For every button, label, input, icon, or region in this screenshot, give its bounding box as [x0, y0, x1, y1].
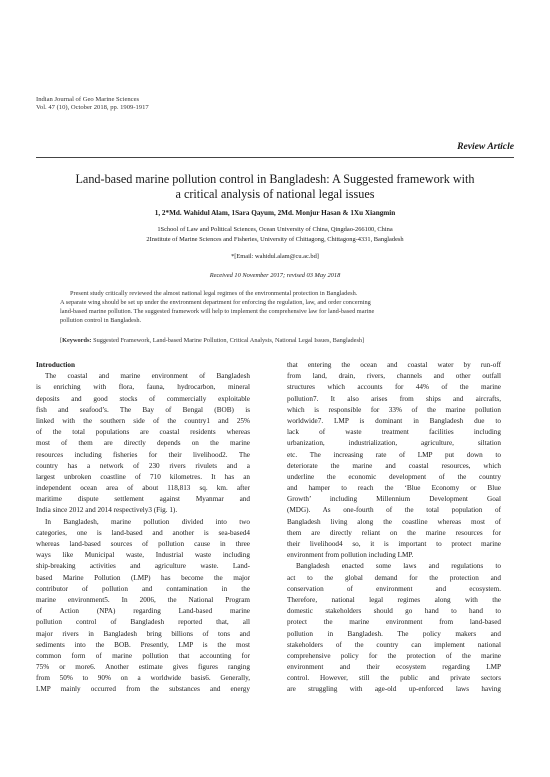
body-line: protect the marine environment from land-based	[287, 618, 501, 627]
body-line: based Marine Pollution (LMP) has become the major	[36, 573, 250, 582]
body-line: ship-breaking activities and agriculture waste. Land-	[36, 562, 250, 571]
body-line: fish and seafood’s. The Bay of Bengal (BOB) is	[36, 405, 250, 414]
body-line: stakeholders of the country can implement national	[287, 640, 501, 649]
body-line: The coastal and marine environment of Bangladesh	[45, 372, 250, 381]
abstract-line: Present study critically reviewed the almost national legal regimes of the environmental protection in Bangladesh.	[70, 290, 358, 297]
body-line: deteriorate the marine and coastal resources, which	[287, 461, 501, 470]
body-line: LMP mainly occurred from the substances and energy	[36, 685, 250, 694]
body-line: is enriching with flora, fauna, hydrocarbon, mineral	[36, 383, 250, 392]
body-line: largest unbroken coastline of 710 kilometres. It has an	[36, 472, 250, 481]
abstract	[60, 290, 490, 326]
body-line: which is responsible for 33% of the marine pollution	[287, 405, 501, 414]
body-line: them are directly reliant on the marine resources for	[287, 528, 501, 537]
body-line: comprehensive policy for the protection of the marine	[287, 651, 501, 660]
body-line: control. However, still the public and private sectors	[287, 674, 501, 683]
body-line: maritime dispute settlement against Myanmar and	[36, 495, 250, 504]
journal-volume: Vol. 47 (10), October 2018, pp. 1909-1917	[36, 104, 149, 112]
body-line: contributor of pollution and contamination in the	[36, 584, 250, 593]
body-line: major rivers in Bangladesh bring billions of tons and	[36, 629, 250, 638]
body-line: Growth’ including Millennium Development Goal	[287, 495, 501, 504]
body-line: common form of marine pollution that accounting for	[36, 651, 250, 660]
body-line: pollution control of Bangladesh reported that, all	[36, 618, 250, 627]
body-line: marine environment5. In 2006, the National Program	[36, 595, 250, 604]
body-line: from land, drain, rivers, channels and other outfall	[287, 372, 501, 381]
body-line: 75% or more6. Another estimate gives figures ranging	[36, 663, 250, 672]
body-line: resources including fisheries for their livelihood2. The	[36, 450, 250, 459]
affiliations	[36, 225, 514, 245]
abstract-line: land-based marine pollution. The suggested framework will help to implement the comprehensive law for land-based marine	[60, 307, 375, 315]
body-line: Bangladesh enacted some laws and regulations to	[296, 562, 501, 571]
body-line: act to the global demand for the protection and	[287, 573, 501, 582]
body-line: conservation of environment and ecosystem.	[287, 584, 501, 593]
section-heading-introduction: Introduction	[36, 361, 76, 369]
author-list: 1, 2*Md. Wahidul Alam, 1Sara Qayum, 2Md. Monjur Hasan & 1Xu Xiangmin	[154, 209, 396, 217]
journal-name: Indian Journal of Geo Marine Sciences	[36, 96, 140, 103]
abstract-line: pollution control in Bangladesh.	[60, 316, 142, 324]
body-line: pollution in Bangladesh. The policy makers and	[287, 629, 501, 638]
body-line: pollution7. It also arises from ships and aircrafts,	[287, 394, 501, 403]
body-line: ways like Municipal waste, Industrial waste including	[36, 551, 250, 560]
keywords-text: Suggested Framework, Land-based Marine Pollution, Critical Analysis, National Legal Issues, Bangladesh]	[91, 337, 365, 344]
corresponding-email: *[Email: wahidul.alam@cu.ac.bd]	[231, 253, 319, 260]
journal-header	[36, 96, 149, 113]
body-line: Therefore, national legal regimes along with the	[287, 595, 501, 604]
affiliation: 2Institute of Marine Sciences and Fisheries, University of Chittagong, Chittagong-4331, Bangladesh	[146, 236, 404, 243]
body-line: from 50% to 90% on a worldwide basis6. Generally,	[36, 674, 250, 683]
body-line: of the total populations are coastal residents whereas	[36, 428, 250, 437]
body-line: In Bangladesh, marine pollution divided into two	[45, 517, 250, 526]
abstract-line: A separate wing should be set up under the environment department for enforcing the regulation, law, and order concerning	[60, 298, 371, 306]
body-line: of Action (NPA) regarding Land-based marine	[36, 607, 250, 616]
received-dates: Received 10 November 2017; revised 03 May 2018	[209, 272, 341, 279]
title-line: a critical analysis of national legal issues	[175, 187, 375, 201]
right-column	[287, 360, 501, 696]
keywords	[60, 337, 490, 346]
title-line: Land-based marine pollution control in Bangladesh: A Suggested framework with	[75, 172, 475, 186]
body-line: environment from pollution including LMP.	[287, 551, 414, 560]
body-line: environment and their ecosystem regarding LMP	[287, 663, 501, 672]
body-line: most of them are directly depends on the marine	[36, 439, 250, 448]
affiliation: 1School of Law and Political Sciences, Ocean University of China, Qingdao-266100, China	[157, 226, 393, 233]
keywords-label: Keywords:	[62, 337, 92, 344]
header-rule	[36, 157, 514, 158]
body-line: categories, one is land-based and another is sea-based4	[36, 528, 250, 537]
body-line: that entering the ocean and coastal water by run-off	[287, 361, 501, 369]
body-line: (MDG). As one-fourth of the total population of	[287, 506, 501, 515]
body-line: worldwide7. LMP is dominant in Bangladesh due to	[287, 416, 501, 425]
body-line: etc. The increasing rate of LMP put down to	[287, 450, 501, 459]
body-line: sediments into the BOB. Presently, LMP is the most	[36, 640, 250, 649]
body-line: are struggling with age-old up-enforced laws having	[287, 685, 501, 694]
body-line: whereas land-based sources of pollution cause in three	[36, 540, 250, 548]
body-line: urbanization, industrialization, agriculture, siltation	[287, 439, 501, 448]
body-line: structures which accounts for 44% of the marine	[287, 383, 501, 392]
body-line: linked with the southern side of the country1 and 25%	[36, 416, 250, 425]
body-line: underline the economic development of the country	[287, 472, 501, 481]
body-line: deposits and good stocks of commercially exploitable	[36, 394, 250, 403]
body-line: their livelihood4 so, it is important to protect marine	[287, 540, 501, 548]
body-line: Bangladesh living along the coastline whereas most of	[287, 517, 501, 526]
left-column	[36, 360, 250, 696]
keywords-open-bracket: [	[60, 337, 63, 344]
body-line: India since 2012 and 2014 respectively3 (Fig. 1).	[36, 506, 178, 515]
paper-title	[36, 172, 514, 202]
body-line: and hamper to reach the ‘Blue Economy or Blue	[287, 484, 501, 493]
body-line: independent ocean area of about 118,813 sq. km. after	[36, 484, 250, 493]
article-type: Review Article	[457, 141, 514, 152]
body-line: domestic stakeholders should go hand to hand to	[287, 607, 501, 616]
body-line: lack of waste treatment facilities including	[287, 428, 501, 437]
body-line: country has a network of 230 rivers rivulets and a	[36, 461, 250, 470]
